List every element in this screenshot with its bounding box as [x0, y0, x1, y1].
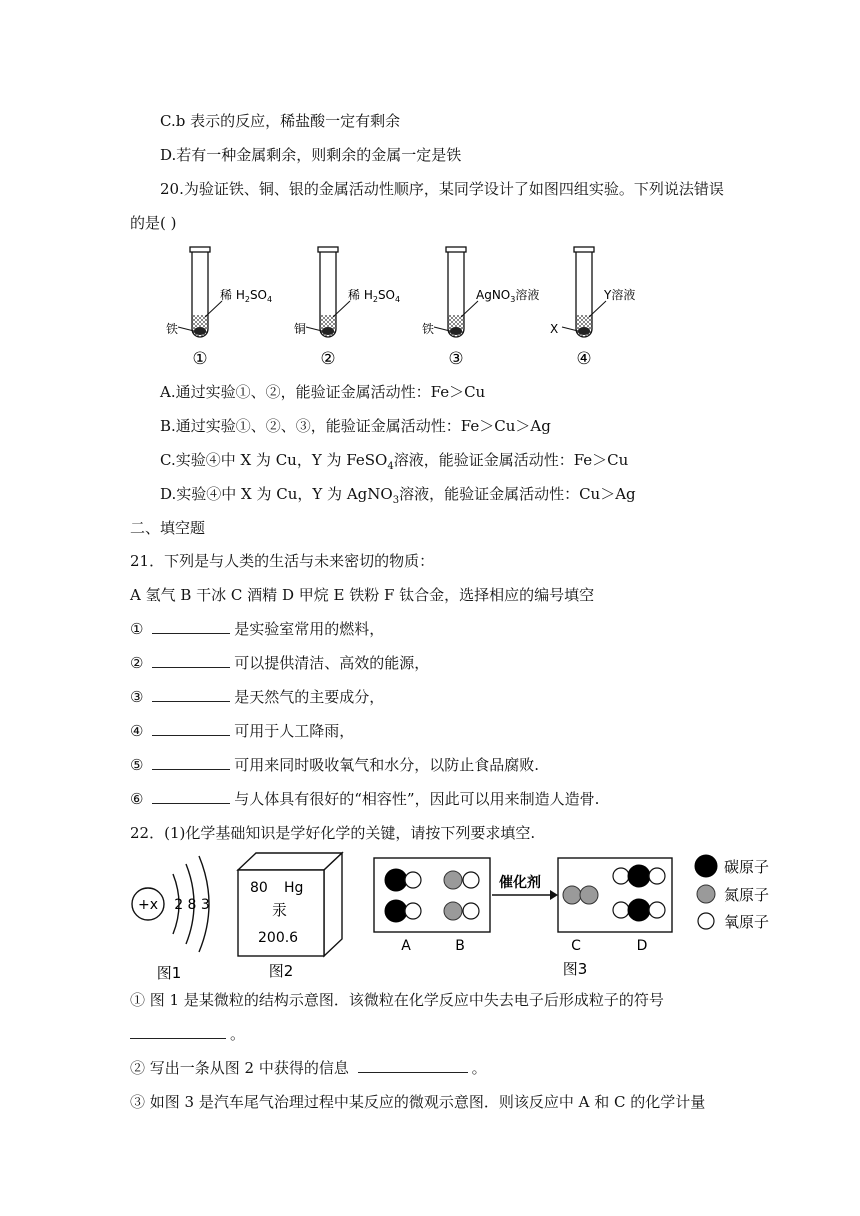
tube-number-label: ②	[320, 349, 336, 369]
q22-stem: 22．(1)化学基础知识是学好化学的关键，请按下列要求填空.	[130, 824, 536, 842]
metal-sample	[450, 327, 462, 335]
q21-item-4: ④ 可用于人工降雨，	[130, 722, 355, 740]
legend-nitrogen-swatch	[697, 885, 715, 903]
legend-nitrogen-label: 氮原子	[724, 886, 770, 904]
legend-carbon-label: 碳原子	[724, 858, 770, 876]
tube-number-label: ①	[192, 349, 208, 369]
fig1-nucleus-label: +x	[137, 897, 159, 913]
q21-stem: 21．下列是与人类的生活与未来密切的物质：	[130, 552, 435, 570]
q21-choices: A 氢气 B 干冰 C 酒精 D 甲烷 E 铁粉 F 钛合金，选择相应的编号填空	[130, 586, 595, 604]
answer-blank[interactable]	[152, 619, 230, 634]
q21-item-2: ② 可以提供清洁、高效的能源，	[130, 654, 430, 672]
q20-test-tubes-figure	[155, 245, 635, 375]
answer-blank[interactable]	[358, 1058, 468, 1073]
metal-label: X	[550, 322, 559, 336]
tube-number-label: ④	[576, 349, 592, 369]
q20-option-a: A.通过实验①、②，能验证金属活动性：Fe＞Cu	[160, 383, 486, 401]
legend-oxygen-label: 氧原子	[724, 913, 770, 931]
q20-option-d: D.实验④中 X 为 Cu，Y 为 AgNO$_3$溶液，能验证金属活动性：Cu＞Ag	[160, 485, 636, 506]
q20-stem-continued: 的是( )	[130, 214, 177, 232]
q22-fig3-reaction-diagram	[370, 848, 790, 984]
fig3-label-a: A	[401, 938, 411, 954]
legend-oxygen-swatch	[698, 913, 714, 929]
q19-option-d: D.若有一种金属剩余，则剩余的金属一定是铁	[160, 146, 462, 164]
q21-item-3: ③ 是天然气的主要成分，	[130, 688, 385, 706]
answer-blank[interactable]	[130, 1024, 226, 1039]
fig2-element-symbol: Hg	[284, 880, 304, 896]
fig2-element-name: 汞	[272, 901, 288, 919]
metal-sample	[194, 327, 206, 335]
answer-blank[interactable]	[152, 687, 230, 702]
test-tube-1	[166, 247, 272, 369]
q22-sub-question-2: ② 写出一条从图 2 中获得的信息 。	[130, 1059, 487, 1077]
metal-sample	[322, 327, 334, 335]
test-tube-4	[550, 247, 635, 369]
legend-carbon-swatch	[695, 855, 717, 877]
solution-label: Y溶液	[604, 288, 635, 302]
q22-fig1-atom-structure	[128, 846, 228, 986]
fig2-atomic-mass: 200.6	[258, 930, 299, 946]
fig3-catalyst-label: 催化剂	[499, 875, 541, 891]
fig2-caption: 图2	[268, 962, 294, 980]
test-tube-3	[422, 247, 539, 369]
test-tube-2	[294, 247, 400, 369]
metal-sample	[578, 327, 590, 335]
fig3-label-c: C	[571, 938, 581, 954]
solution-label: 稀 $H_2SO_4$	[220, 288, 273, 304]
fig3-label-d: D	[636, 938, 648, 954]
q22-sub-question-1: ① 图 1 是某微粒的结构示意图．该微粒在化学反应中失去电子后形成粒子的符号	[130, 991, 664, 1009]
q21-item-5: ⑤ 可用来同时吸收氧气和水分，以防止食品腐败.	[130, 756, 540, 774]
fig2-atomic-number: 80	[250, 880, 268, 896]
q20-stem: 20.为验证铁、铜、银的金属活动性顺序，某同学设计了如图四组实验。下列说法错误	[160, 180, 724, 198]
fig1-caption: 图1	[156, 964, 182, 982]
fig3-label-b: B	[455, 938, 465, 954]
metal-label: 铁	[422, 322, 435, 336]
tube-number-label: ③	[448, 349, 464, 369]
answer-blank[interactable]	[152, 721, 230, 736]
q21-item-6: ⑥ 与人体具有很好的“相容性”，因此可以用来制造人造骨.	[130, 790, 600, 808]
q20-option-c: C.实验④中 X 为 Cu，Y 为 FeSO$_4$溶液，能验证金属活动性：Fe＞Cu	[160, 451, 629, 472]
fig1-electron-shells: 2 8 3	[174, 897, 210, 913]
q20-option-b: B.通过实验①、②、③，能验证金属活动性：Fe＞Cu＞Ag	[160, 417, 551, 435]
q22-sub-question-3: ③ 如图 3 是汽车尾气治理过程中某反应的微观示意图．则该反应中 A 和 C 的化学计量	[130, 1093, 706, 1111]
solution-label: AgNO$_3$溶液	[476, 288, 540, 304]
answer-blank[interactable]	[152, 789, 230, 804]
q22-sub-question-1-answer: 。	[130, 1024, 245, 1044]
section-heading-fill-in: 二、填空题	[130, 519, 206, 537]
metal-label: 铜	[294, 322, 307, 336]
metal-label: 铁	[166, 322, 179, 336]
solution-label: 稀 $H_2SO_4$	[348, 288, 401, 304]
q21-item-1: ① 是实验室常用的燃料，	[130, 620, 385, 638]
q19-option-c: C.b 表示的反应，稀盐酸一定有剩余	[160, 112, 401, 130]
answer-blank[interactable]	[152, 755, 230, 770]
q22-fig2-element-card	[236, 850, 346, 985]
fig3-caption: 图3	[562, 960, 588, 978]
answer-blank[interactable]	[152, 653, 230, 668]
